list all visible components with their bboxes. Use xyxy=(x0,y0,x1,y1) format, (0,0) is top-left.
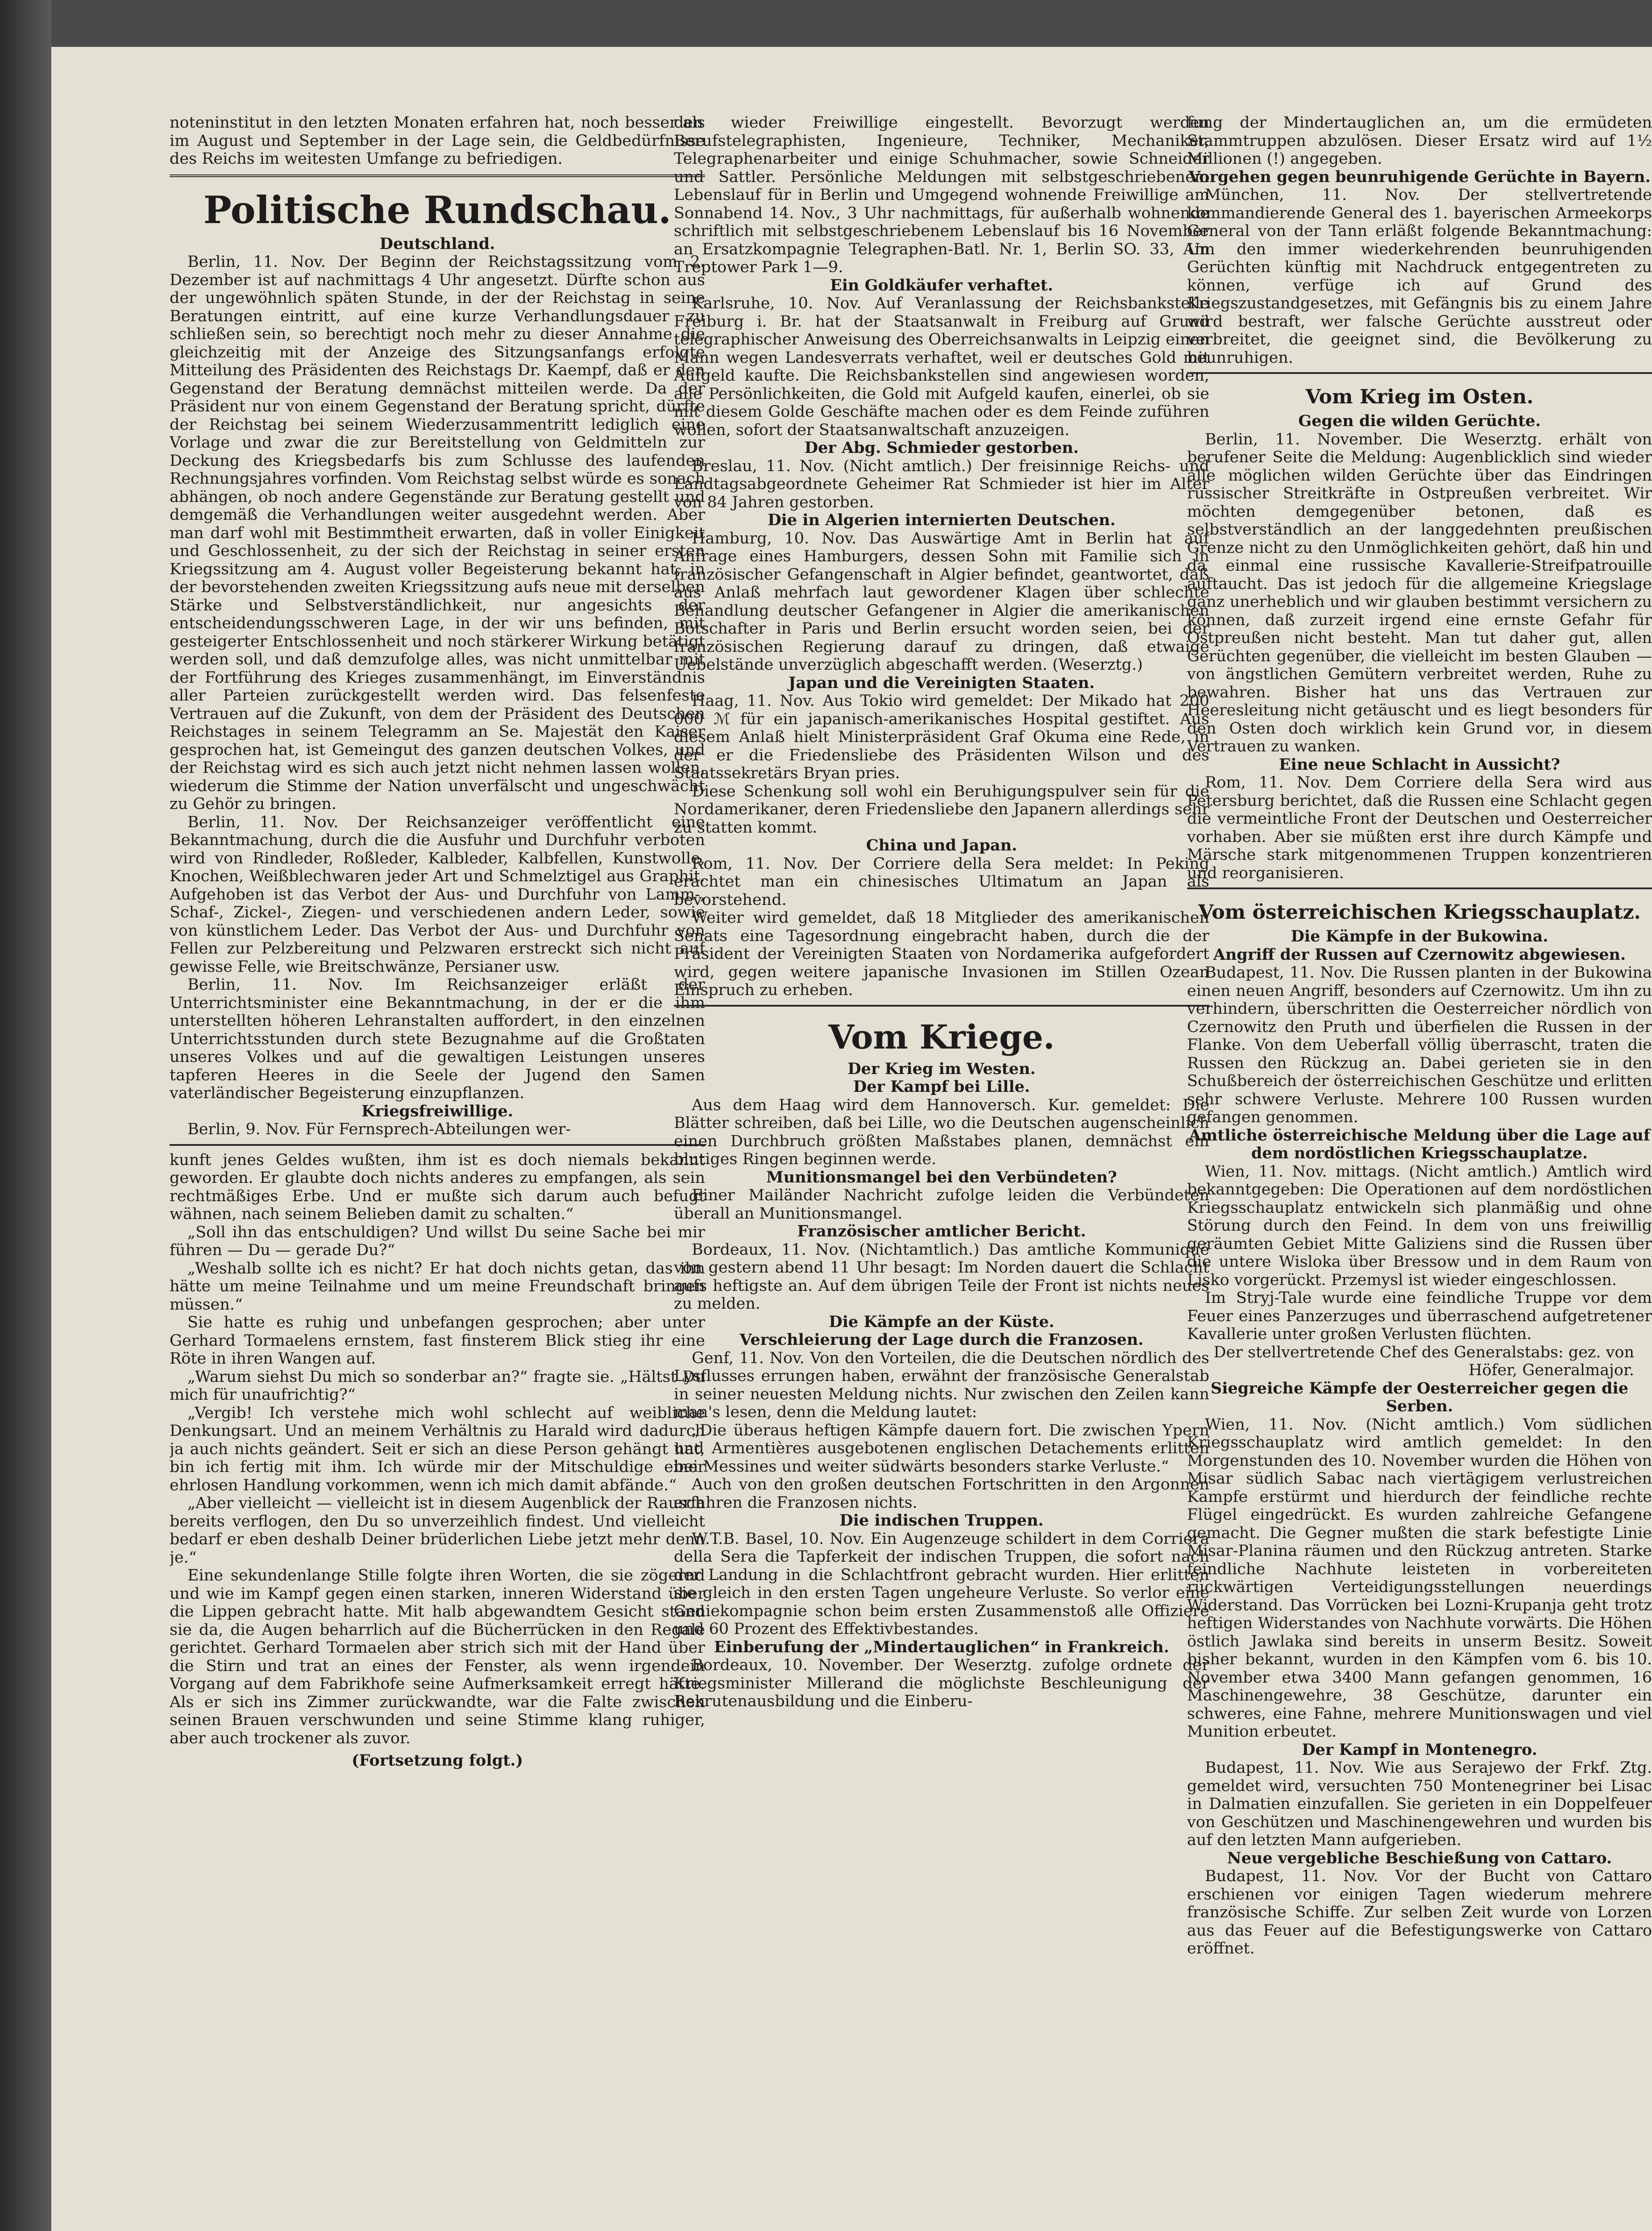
paragraph: Budapest, 11. Nov. Wie aus Serajewo der Frkf. Ztg. gemeldet wird, versuchten 750 Montenegriner bei Lisac in Dalmatien einzufallen. Sie gerieten in ein Doppelfeuer von Geschützen und Maschinengewehren und wurden bis auf den letzten Mann aufgerieben. xyxy=(1187,1759,1652,1849)
article-heading: Vorgehen gegen beunruhigende Gerüchte in Bayern. xyxy=(1188,167,1651,186)
paragraph: Berlin, 11. Nov. Der Reichsanzeiger veröffentlicht eine Bekanntmachung, durch die die Ausfuhr und Durchfuhr verboten wird von Rindleder, Roßleder, Kalbleder, Kalbfellen, Kunstwolle, Knochen, Weißblechwaren jeder Art und Schmelztigel aus Graphit. Aufgehoben ist das Verbot der Aus- und Durchfuhr von Lamm-, Schaf-, Zickel-, Ziegen- und verschiedenen andern Leder, sowie von künstlichem Leder. Das Verbot der Aus- und Durchfuhr von Fellen zur Pelzbereitung und Pelzwaren erstreckt sich nicht auf gewisse Felle, wie Breitschwänze, Persianer usw. xyxy=(170,813,705,976)
feuilleton-paragraph: „Vergib! Ich verstehe mich wohl schlecht auf weibliche Denkungsart. Und an meinem Verhältnis zu Harald wird dadurch ja auch nichts geändert. Seit er sich an diese Person gehängt hat, bin ich fertig mit ihm. Ich würde mir der Mitschuldige einer ehrlosen Handlung vorkommen, wenn ich mich damit abfände.“ xyxy=(170,1404,705,1494)
paragraph: München, 11. Nov. Der stellvertretende kommandierende General des 1. bayerischen Armeekorps General von der Tann erläßt folgende Bekanntmachung: Um den immer wiederkehrenden beunruhigenden Gerüchten künftig mit Nachdruck entgegentreten zu können, verfüge ich auf Grund des Kriegszustandgesetzes, mit Gefängnis bis zu einem Jahre wird bestraft, wer falsche Gerüchte ausstreut oder verbreitet, die geeignet sind, die Bevölkerung zu beunruhigen. xyxy=(1187,186,1652,367)
paragraph: Berlin, 11. November. Die Weserztg. erhält von berufener Seite die Meldung: Augenblicklich sind wieder alle möglichen wilden Gerüchte über das Eindringen russischer Streitkräfte in Ostpreußen verbreitet. Wir möchten demgegenüber betonen, daß es selbstverständlich an der langgedehnten preußischen Grenze nicht zu den Unmöglichkeiten gehört, daß hin und da einmal eine russische Kavallerie-Streifpatrouille auftaucht. Das ist jedoch für die allgemeine Kriegslage ganz unerheblich und wir glauben bestimmt versichern zu können, daß zurzeit irgend eine ernste Gefahr für Ostpreußen nicht besteht. Man tut daher gut, allen Gerüchten gegenüber, die vielleicht im besten Glauben — von ängstlichen Gemütern verbreitet werden, Ruhe zu bewahren. Bisher hat uns das Vertrauen zur Heeresleitung nicht getäuscht und es liegt besonders für den Osten doch wirklich kein Grund vor, in diesem Vertrauen zu wanken. xyxy=(1187,430,1652,755)
paragraph: Weiter wird gemeldet, daß 18 Mitglieder des amerikanischen Senats eine Tagesordnung eingebracht haben, durch die der Präsident der Vereinigten Staaten von Nordamerika aufgefordert wird, gegen weitere japanische Invasionen im Stillen Ozean Einspruch zu erheben. xyxy=(674,909,1209,999)
article-heading: Einberufung der „Mindertauglichen“ in Frankreich. xyxy=(714,1638,1169,1656)
article-heading: Ein Goldkäufer verhaftet. xyxy=(830,276,1053,294)
subsection-title: Deutschland. xyxy=(379,234,495,253)
paragraph: Karlsruhe, 10. Nov. Auf Veranlassung der Reichsbankstelle Freiburg i. Br. hat der Staatsanwalt in Freiburg auf Grund telegraphischer Anweisung des Oberreichsanwalts in Leipzig einen Mann wegen Landesverrats verhaftet, weil er deutsches Gold mit Aufgeld kaufte. Die Reichsbankstellen sind angewiesen worden, alle Persönlichkeiten, die Gold mit Aufgeld kaufen, einerlei, ob sie mit diesem Golde Geschäfte machen oder es dem Feinde zuführen wollen, sofort der Staatsanwaltschaft anzuzeigen. xyxy=(674,294,1209,439)
paragraph: W.T.B. Basel, 10. Nov. Ein Augenzeuge schildert in dem Corriera della Sera die Tapferkeit der indischen Truppen, die sofort nach der Landung in die Schlachtfront gebracht wurden. Hier erlitten sie gleich in den ersten Tagen ungeheure Verluste. So verlor eine Geniekompagnie schon beim ersten Zusammenstoß alle Offiziere und 60 Prozent des Effektivbestandes. xyxy=(674,1530,1209,1638)
article-heading: Französischer amtlicher Bericht. xyxy=(797,1222,1086,1240)
feuilleton-paragraph: Eine sekundenlange Stille folgte ihren Worten, die sie zögernd und wie im Kampf gegen einen starken, inneren Widerstand über die Lippen gebracht hatte. Mit halb abgewandtem Gesicht stand sie da, die Augen beharrlich auf die Bücherrücken in den Regale gerichtet. Gerhard Tormaelen aber strich sich mit der Hand über die Stirn und trat an eines der Fenster, als wenn irgendein Vorgang auf dem Fabrikhofe seine Aufmerksamkeit erregt hätte. Als er sich ins Zimmer zurückwandte, war die Falte zwischen seinen Brauen verschwunden und seine Stimme klang ruhiger, aber auch trockener als zuvor. xyxy=(170,1567,705,1747)
paragraph: Genf, 11. Nov. Von den Vorteilen, die die Deutschen nördlich des Lysflusses errungen haben, erwähnt der französische Generalstab in seiner neuesten Meldung nichts. Nur zwischen den Zeilen kann man's lesen, denn die Meldung lautet: xyxy=(674,1349,1209,1421)
continuation-note: (Fortsetzung folgt.) xyxy=(351,1751,523,1770)
feuilleton-paragraph: kunft jenes Geldes wußten, ihm ist es doch niemals bekannt geworden. Er glaubte doch nichts anderes zu empfangen, als sein rechtmäßiges Erbe. Und er mußte sich darum auch befugt wähnen, nach seinem Belieben damit zu schalten.“ xyxy=(170,1151,705,1223)
signature: Der stellvertretende Chef des Generalstabs: gez. von Höfer, Generalmajor. xyxy=(1213,1343,1634,1379)
divider xyxy=(170,1144,705,1146)
paragraph: fung der Mindertauglichen an, um die ermüdeten Stammtruppen abzulösen. Dieser Ersatz wird auf 1½ Millionen (!) angegeben. xyxy=(1187,114,1652,168)
newspaper-page xyxy=(51,47,1652,2231)
divider xyxy=(1187,887,1652,889)
paragraph: Haag, 11. Nov. Aus Tokio wird gemeldet: Der Mikado hat 200 000 ℳ für ein japanisch-amerikanisches Hospital gestiftet. Aus diesem Anlaß hielt Ministerpräsident Graf Okuma eine Rede, in der er die Friedensliebe des Präsidenten Wilson und des Staatssekretärs Bryan pries. xyxy=(674,692,1209,782)
paragraph: Wien, 11. Nov. (Nicht amtlich.) Vom südlichen Kriegsschauplatz wird amtlich gemeldet: In den Morgenstunden des 10. November wurden die Höhen von Misar südlich Sabac nach viertägigem verlustreichen Kampfe erstürmt und hierdurch der feindliche rechte Flügel eingedrückt. Es wurden zahlreiche Gefangene gemacht. Die Gegner mußten die stark befestigte Linie Misar-Planina räumen und den Rückzug antreten. Starke feindliche Nachhute leisteten in vorbereiteten rückwärtigen Verteidigungsstellungen neuerdings Widerstand. Das Vorrücken bei Lozni-Krupanja geht trotz heftigen Widerstandes von Nachhute vorwärts. Die Höhen östlich Jawlaka sind bereits in unserm Besitz. Soweit bisher bekannt, wurden in den Kämpfen vom 6. bis 10. November etwa 3400 Mann gefangen genommen, 16 Maschinengewehre, 38 Geschütze, darunter ein schweres, eine Fahne, mehrere Munitionswagen und viel Munition erbeutet. xyxy=(1187,1415,1652,1741)
article-heading: Neue vergebliche Beschießung von Cattaro. xyxy=(1227,1849,1612,1867)
paragraph: Breslau, 11. Nov. (Nicht amtlich.) Der freisinnige Reichs- und Landtagsabgeordnete Geheimer Rat Schmieder ist hier im Alter von 84 Jahren gestorben. xyxy=(674,457,1209,511)
section-title: Politische Rundschau. xyxy=(203,187,672,232)
feuilleton-paragraph: „Weshalb sollte ich es nicht? Er hat doch nichts getan, das ihn hätte um meine Teilnahme und um meine Freundschaft bringen müssen.“ xyxy=(170,1259,705,1314)
subsection-title: Der Krieg im Westen. xyxy=(847,1059,1036,1078)
paragraph: noteninstitut in den letzten Monaten erfahren hat, noch besser als im August und September in der Lage sein, die Geldbedürfnisse des Reichs im weitesten Umfange zu befriedigen. xyxy=(170,114,705,168)
article-heading: Siegreiche Kämpfe der Oesterreicher gegen die Serben. xyxy=(1210,1379,1629,1415)
article-heading: Eine neue Schlacht in Aussicht? xyxy=(1278,755,1561,774)
paragraph: Bordeaux, 11. Nov. (Nichtamtlich.) Das amtliche Kommuniqué von gestern abend 11 Uhr besagt: Im Norden dauert die Schlacht aufs heftigste an. Auf dem übrigen Teile der Front ist nichts neues zu melden. xyxy=(674,1240,1209,1313)
column-3 xyxy=(1187,114,1652,1958)
article-heading: Angriff der Russen auf Czernowitz abgewiesen. xyxy=(1213,945,1626,964)
paragraph: Einer Mailänder Nachricht zufolge leiden die Verbündeten überall an Munitionsmangel. xyxy=(674,1186,1209,1223)
article-heading: Munitionsmangel bei den Verbündeten? xyxy=(766,1168,1117,1186)
paragraph: Bordeaux, 10. November. Der Weserztg. zufolge ordnete der Kriegsminister Millerand die möglichste Beschleunigung der Rekrutenausbildung und die Einberu- xyxy=(674,1656,1209,1710)
paragraph: Wien, 11. Nov. mittags. (Nicht amtlich.) Amtlich wird bekanntgegeben: Die Operationen auf dem nordöstlichen Kriegsschauplatz entwickeln sich planmäßig und ohne Störung durch den Feind. In dem von uns freiwillig geräumten Gebiet Mitte Galiziens sind die Russen über die untere Wisloka über Bressow und in dem Raum von Lisko vorgerückt. Przemysl ist wieder eingeschlossen. xyxy=(1187,1162,1652,1289)
feuilleton-paragraph: Sie hatte es ruhig und unbefangen gesprochen; aber unter Gerhard Tormaelens ernstem, fast finsterem Blick stieg ihr eine Röte in ihren Wangen auf. xyxy=(170,1314,705,1368)
section-title: Vom Kriege. xyxy=(828,1018,1055,1057)
article-heading: Amtliche österreichische Meldung über die Lage auf dem nordöstlichen Kriegsschauplatze. xyxy=(1189,1126,1650,1162)
subsection-title: Die Kämpfe in der Bukowina. xyxy=(1291,927,1548,945)
column-2 xyxy=(674,114,1209,1711)
paragraph: den wieder Freiwillige eingestellt. Bevorzugt werden Berufstelegraphisten, Ingenieure, Techniker, Mechaniker, Telegraphenarbeiter und einige Schuhmacher, sowie Schneider und Sattler. Persönliche Meldungen mit selbstgeschriebenem Lebenslauf für in Berlin und Umgegend wohnende Freiwillige am Sonnabend 14. Nov., 3 Uhr nachmittags, für außerhalb wohnende schriftlich mit selbstgeschriebenem Lebenslauf bis 16 November an Ersatzkompagnie Telegraphen-Batl. Nr. 1, Berlin SO. 33, Am Treptower Park 1—9. xyxy=(674,114,1209,276)
paragraph: Rom, 11. Nov. Der Corriere della Sera meldet: In Peking erachtet man ein chinesisches Ultimatum an Japan als bevorstehend. xyxy=(674,854,1209,909)
column-1 xyxy=(170,114,705,1770)
paragraph: Auch von den großen deutschen Fortschritten in den Argonnen erfahren die Franzosen nichts. xyxy=(674,1476,1209,1512)
paragraph: Hamburg, 10. Nov. Das Auswärtige Amt in Berlin hat auf Anfrage eines Hamburgers, dessen Sohn mit Familie sich in französischer Gefangenschaft in Algier befindet, geantwortet, daß aus Anlaß mehrfach laut gewordener Klagen über schlechte Behandlung deutscher Gefangener in Algier die amerikanischen Botschafter in Paris und Berlin ersucht worden seien, bei der französischen Regierung darauf zu dringen, daß etwaige Uebelstände unverzüglich abgeschafft werden. (Weserztg.) xyxy=(674,529,1209,674)
feuilleton-paragraph: „Soll ihn das entschuldigen? Und willst Du seine Sache bei mir führen — Du — gerade Du?“ xyxy=(170,1223,705,1259)
paragraph: Berlin, 11. Nov. Der Beginn der Reichstagssitzung vom 2. Dezember ist auf nachmittags 4 Uhr angesetzt. Dürfte schon aus der ungewöhnlich späten Stunde, in der der Reichstag in seine Beratungen eintritt, auf eine kurze Verhandlungsdauer zu schließen sein, so berechtigt noch mehr zu dieser Annahme die gleichzeitig mit der Anzeige des Sitzungsanfangs erfolgte Mitteilung des Präsidenten des Reichstags Dr. Kaempf, daß er den Gegenstand der Beratung demnächst mitteilen werde. Da der Präsident nur von einem Gegenstand der Beratung spricht, dürfte der Reichstag bei seinem Wiederzusammentritt lediglich eine Vorlage und zwar die zur Bereitstellung von Geldmitteln zur Deckung des Kriegsbedarfs bis zum Schlusse des laufenden Rechnungsjahres vorfinden. Vom Reichstag selbst würde es sonach abhängen, ob noch andere Gegenstände zur Beratung gestellt und demgemäß die Verhandlungen weiter ausgedehnt werden. Aber man darf wohl mit Bestimmtheit erwarten, daß in voller Einigkeit und Geschlossenheit, zu der sich der Reichstag in seiner ersten Kriegssitzung am 4. August voller Begeisterung bekannt hat, in der bevorstehenden zweiten Kriegssitzung aufs neue mit derselben Stärke und Selbstverständlichkeit, nur angesichts der entscheidendungsschweren Lage, in der wir uns befinden, mit gesteigerter Entschlossenheit und noch stärkerer Wirkung betätigt werden soll, und daß demzufolge alles, was nicht unmittelbar mit der Fortführung des Krieges zusammenhängt, im Einverständnis aller Parteien zurückgestellt werden wird. Das felsenfeste Vertrauen auf die Zukunft, von dem der Präsident des Deutschen Reichstages in seinem Telegramm an Se. Majestät den Kaiser gesprochen hat, ist Gemeingut des ganzen deutschen Volkes, und der Reichstag wird es sich auch jetzt nicht nehmen lassen wollen, wiederum die Stimme der Nation unverfälscht und ungeschwächt zu Gehör zu bringen. xyxy=(170,253,705,813)
subsection-title: Gegen die wilden Gerüchte. xyxy=(1298,412,1541,430)
article-heading: Kriegsfreiwillige. xyxy=(361,1102,513,1120)
divider xyxy=(170,174,705,177)
paragraph: Berlin, 9. Nov. Für Fernsprech-Abteilungen wer- xyxy=(187,1120,571,1138)
paragraph: „Die überaus heftigen Kämpfe dauern fort. Die zwischen Ypern und Armentières ausgebotenen englischen Detachements erlitten bei Messines und weiter südwärts besonders starke Verluste.“ xyxy=(674,1421,1209,1476)
feuilleton-paragraph: „Warum siehst Du mich so sonderbar an?“ fragte sie. „Hältst Du mich für unaufrichtig?“ xyxy=(170,1368,705,1404)
article-heading: Japan und die Vereinigten Staaten. xyxy=(788,673,1095,692)
paragraph: Berlin, 11. Nov. Im Reichsanzeiger erläßt der Unterrichtsminister eine Bekanntmachung, in der er die ihm unterstellten höheren Lehranstalten auffordert, in den einzelnen Unterrichtsstunden durch stete Bezugnahme auf die Großtaten unseres Volkes und auf die gewaltigen Leistungen unseres tapferen Heeres in die Seele der Jugend den Samen vaterländischer Begeisterung einzupflanzen. xyxy=(170,976,705,1102)
article-heading: Verschleierung der Lage durch die Franzosen. xyxy=(739,1331,1144,1349)
paragraph: Diese Schenkung soll wohl ein Beruhigungspulver sein für die Nordamerikaner, deren Friedensliebe den Japanern allerdings sehr zu statten kommt. xyxy=(674,782,1209,837)
section-title: Vom österreichischen Kriegsschauplatz. xyxy=(1198,901,1641,924)
paragraph: Budapest, 11. Nov. Die Russen planten in der Bukowina einen neuen Angriff, besonders auf Czernowitz. Um ihn zu verhindern, überschritten die Oesterreicher nördlich von Czernowitz den Pruth und überfielen die Russen in der Flanke. Von dem Ueberfall völlig überrascht, traten die Russen den Rückzug an. Dabei gerieten sie in den Schußbereich der österreichischen Geschütze und erlitten sehr schwere Verluste. Mehrere 100 Russen wurden gefangen genommen. xyxy=(1187,964,1652,1126)
article-heading: Der Kampf bei Lille. xyxy=(853,1078,1030,1096)
paragraph: Aus dem Haag wird dem Hannoversch. Kur. gemeldet: Die Blätter schreiben, daß bei Lille, wo die Deutschen augenscheinlich einen Durchbruch größten Maßstabes planen, demnächst ein blutiges Ringen beginnen werde. xyxy=(674,1096,1209,1168)
article-heading: Die in Algerien internierten Deutschen. xyxy=(768,511,1116,529)
article-heading: Der Abg. Schmieder gestorben. xyxy=(804,439,1079,457)
divider xyxy=(674,1005,1209,1007)
feuilleton-paragraph: „Aber vielleicht — vielleicht ist in diesem Augenblick der Rausch bereits verflogen, den Du so unverzeihlich findest. Und vielleicht bedarf er eben deshalb Deiner brüderlichen Liebe jetzt mehr denn je.“ xyxy=(170,1494,705,1567)
divider xyxy=(1187,372,1652,374)
article-heading: China und Japan. xyxy=(866,836,1017,854)
section-title: Vom Krieg im Osten. xyxy=(1305,386,1534,408)
article-heading: Die indischen Truppen. xyxy=(839,1511,1044,1530)
paragraph: Budapest, 11. Nov. Vor der Bucht von Cattaro erschienen vor einigen Tagen wiederum mehrere französische Schiffe. Zur selben Zeit wurde von Lorzen aus das Feuer auf die Befestigungswerke von Cattaro eröffnet. xyxy=(1187,1867,1652,1957)
article-heading: Der Kampf in Montenegro. xyxy=(1302,1740,1537,1759)
paragraph: Im Stryj-Tale wurde eine feindliche Truppe vor dem Feuer eines Panzerzuges und überraschend aufgetretener Kavallerie unter großen Verlusten flüchten. xyxy=(1187,1289,1652,1343)
book-spine xyxy=(0,0,51,2231)
article-heading: Die Kämpfe an der Küste. xyxy=(829,1312,1054,1331)
paragraph: Rom, 11. Nov. Dem Corriere della Sera wird aus Petersburg berichtet, daß die Russen eine Schlacht gegen die vermeintliche Front der Deutschen und Oesterreicher vorhaben. Aber sie müßten erst ihre durch Kämpfe und Märsche stark mitgenommenen Truppen konzentrieren und reorganisieren. xyxy=(1187,774,1652,882)
